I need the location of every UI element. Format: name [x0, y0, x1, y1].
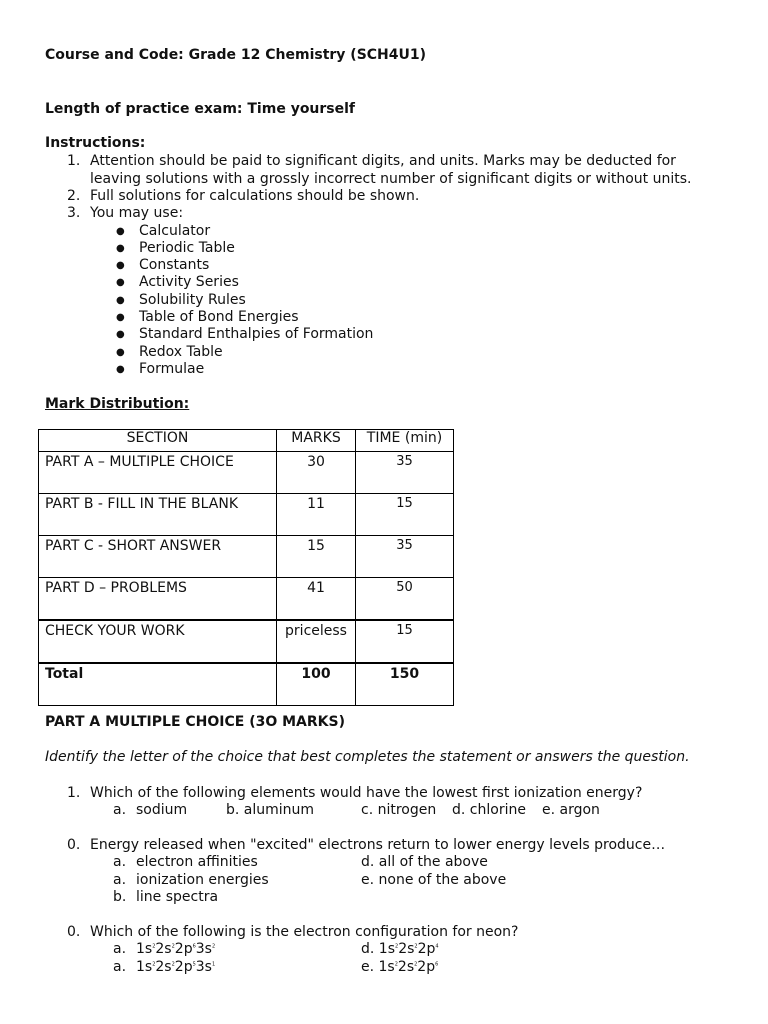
header-marks: MARKS — [277, 430, 356, 452]
bullet-icon: ● — [116, 312, 125, 323]
marks-cell: 41 — [277, 578, 356, 621]
marks-cell: priceless — [277, 620, 356, 663]
instruction-number: 1. — [67, 153, 81, 169]
option-text: e. $1s^22s^22p^6$ — [361, 959, 439, 975]
question-number: 1. — [67, 785, 81, 801]
config-term: 1s — [136, 941, 153, 957]
instruction-text: Attention should be paid to significant digits, and units. Marks may be deducted for — [90, 153, 676, 169]
list-item: Table of Bond Energies — [139, 309, 299, 325]
exam-length: Length of practice exam: Time yourself — [45, 101, 356, 117]
bullet-icon: ● — [116, 329, 125, 340]
config-term: e. 1s — [361, 959, 395, 975]
option-text: c. nitrogen — [361, 802, 437, 818]
option-text: ionization energies — [136, 872, 269, 888]
question-text: Energy released when "excited" electrons return to lower energy levels produce… — [90, 837, 666, 853]
option-letter: a. — [113, 854, 127, 870]
bullet-icon: ● — [116, 347, 125, 358]
question-text: Which of the following is the electron configuration for neon? — [90, 924, 519, 940]
config-term: 2s — [398, 941, 415, 957]
option-text: d. all of the above — [361, 854, 488, 870]
table-row — [39, 578, 454, 621]
time-cell: 50 — [356, 578, 454, 621]
list-item: Constants — [139, 257, 210, 273]
table-total-row — [39, 663, 454, 706]
list-item: Formulae — [139, 361, 205, 377]
section-cell: CHECK YOUR WORK — [39, 620, 277, 663]
part-a-instruction: Identify the letter of the choice that best completes the statement or answers the question. — [45, 749, 690, 765]
config-term: 2s — [155, 959, 172, 975]
option-letter: b. — [113, 889, 127, 905]
list-item: Activity Series — [139, 274, 239, 290]
config-term: 3s — [195, 941, 212, 957]
config-term: 1s — [136, 959, 153, 975]
config-term: 2p — [417, 941, 436, 957]
config-term: 2p — [174, 959, 193, 975]
list-item: Redox Table — [139, 344, 223, 360]
option-text: e. none of the above — [361, 872, 507, 888]
option-text: $1s^22s^22p^53s^1$ — [136, 959, 216, 975]
section-cell: PART B - FILL IN THE BLANK — [39, 494, 277, 536]
instructions-title: Instructions: — [45, 135, 146, 151]
section-cell: PART D – PROBLEMS — [39, 578, 277, 621]
option-letter: a. — [113, 959, 127, 975]
option-text: electron affinities — [136, 854, 258, 870]
mark-distribution-table — [38, 429, 454, 706]
total-marks: 100 — [277, 663, 356, 706]
instruction-text: You may use: — [90, 205, 184, 221]
marks-cell: 15 — [277, 536, 356, 578]
list-item: Standard Enthalpies of Formation — [139, 326, 374, 342]
section-cell: PART A – MULTIPLE CHOICE — [39, 452, 277, 494]
marks-cell: 11 — [277, 494, 356, 536]
instruction-number: 2. — [67, 188, 81, 204]
option-text: b. aluminum — [226, 802, 315, 818]
marks-cell: 30 — [277, 452, 356, 494]
option-text: d. chlorine — [452, 802, 526, 818]
config-term: 2s — [155, 941, 172, 957]
bullet-icon: ● — [116, 243, 125, 254]
option-text: line spectra — [136, 889, 219, 905]
part-a-title: PART A MULTIPLE CHOICE (3O MARKS) — [45, 714, 345, 730]
option-text: $1s^22s^22p^63s^2$ — [136, 941, 216, 957]
time-cell: 35 — [356, 452, 454, 494]
option-text: e. argon — [542, 802, 600, 818]
header-section: SECTION — [39, 430, 277, 452]
section-cell: PART C - SHORT ANSWER — [39, 536, 277, 578]
option-text: d. $1s^22s^22p^4$ — [361, 941, 439, 957]
instruction-number: 3. — [67, 205, 81, 221]
table-row — [39, 536, 454, 578]
time-cell: 15 — [356, 494, 454, 536]
total-time: 150 — [356, 663, 454, 706]
question-text: Which of the following elements would have the lowest first ionization energy? — [90, 785, 643, 801]
header-time: TIME (min) — [356, 430, 454, 452]
instruction-text: leaving solutions with a grossly incorrect number of significant digits or without units. — [90, 171, 692, 187]
table-row — [39, 620, 454, 663]
table-header-row — [39, 430, 454, 452]
bullet-icon: ● — [116, 277, 125, 288]
course-code: Course and Code: Grade 12 Chemistry (SCH4U1) — [45, 47, 427, 63]
question-number: 0. — [67, 837, 81, 853]
table-row — [39, 494, 454, 536]
option-letter: a. — [113, 941, 127, 957]
total-label: Total — [39, 663, 277, 706]
list-item: Periodic Table — [139, 240, 235, 256]
config-term: d. 1s — [361, 941, 395, 957]
bullet-icon: ● — [116, 260, 125, 271]
bullet-icon: ● — [116, 364, 125, 375]
list-item: Calculator — [139, 223, 211, 239]
instruction-text: Full solutions for calculations should be shown. — [90, 188, 420, 204]
time-cell: 35 — [356, 536, 454, 578]
mark-distribution-title: Mark Distribution: — [45, 396, 190, 412]
bullet-icon: ● — [116, 295, 125, 306]
option-letter: a. — [113, 872, 127, 888]
table-row — [39, 452, 454, 494]
list-item: Solubility Rules — [139, 292, 246, 308]
config-term: 2p — [417, 959, 436, 975]
config-term: 2s — [397, 959, 415, 975]
question-number: 0. — [67, 924, 81, 940]
option-text: sodium — [136, 802, 188, 818]
bullet-icon: ● — [116, 226, 125, 237]
time-cell: 15 — [356, 620, 454, 663]
config-term: 3s — [195, 959, 212, 975]
option-letter: a. — [113, 802, 127, 818]
config-term: 2p — [174, 941, 193, 957]
